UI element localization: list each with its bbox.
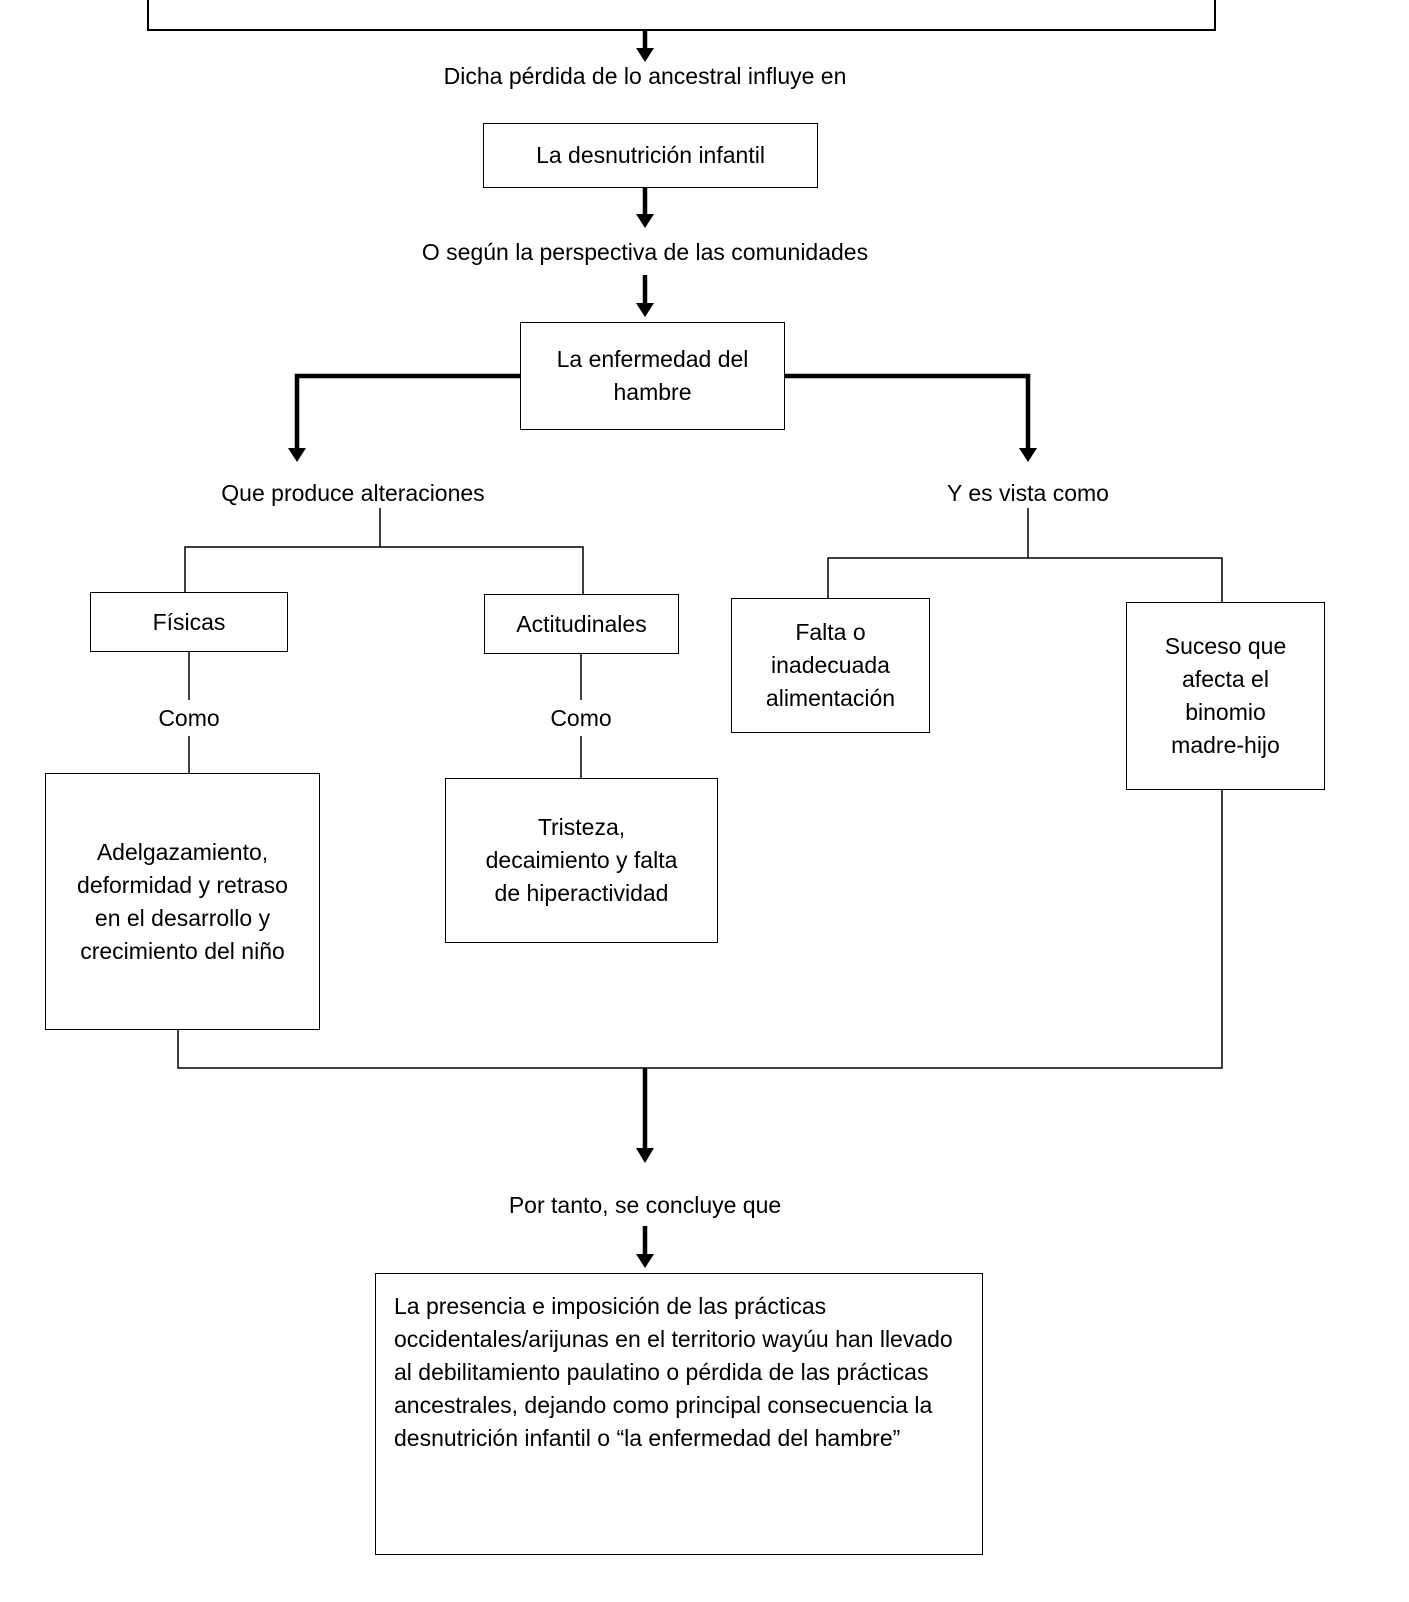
box-enfermedad-hambre: La enfermedad del hambre (520, 322, 785, 430)
arrow-portanto-to-conclusion (636, 1226, 654, 1268)
box-conclusion: La presencia e imposición de las prácticas occidentales/arijunas en el territorio wayúu han llevado al debilitamiento paulatino o pérdida de las prácticas ancestrales, dejando como principal consecuencia la desnutrición infantil o “la enfermedad del hambre” (375, 1273, 983, 1555)
box-desnutricion-infantil: La desnutrición infantil (483, 123, 818, 188)
arrow-enfermedad-to-vista (785, 376, 1037, 462)
box-fisicas: Físicas (90, 592, 288, 652)
arrow-enfermedad-to-alteraciones (288, 376, 520, 462)
label-y-es-vista-como: Y es vista como (947, 480, 1109, 506)
tree-alteraciones (185, 508, 583, 594)
label-como-fisicas: Como (144, 700, 234, 736)
label-por-tanto: Por tanto, se concluye que (508, 1192, 782, 1218)
box-actitudinales-detalle: Tristeza, decaimiento y falta de hiperactividad (445, 778, 718, 943)
box-fisicas-detalle: Adelgazamiento, deformidad y retraso en el desarrollo y crecimiento del niño (45, 773, 320, 1030)
box-actitudinales: Actitudinales (484, 594, 679, 654)
arrow-to-portanto (636, 1068, 654, 1163)
arrow-desnutricion-to-perspectiva (636, 188, 654, 228)
box-falta-alimentacion: Falta o inadecuada alimentación (731, 598, 930, 733)
tree-vista (828, 508, 1222, 602)
label-influye: Dicha pérdida de lo ancestral influye en (443, 63, 847, 89)
arrow-perspectiva-to-enfermedad (636, 275, 654, 317)
top-partial-box-outline (148, 0, 1215, 30)
label-como-actitudinales: Como (536, 700, 626, 736)
arrow-top-to-influye (636, 30, 654, 62)
label-que-produce-alteraciones: Que produce alteraciones (221, 480, 485, 506)
label-perspectiva: O según la perspectiva de las comunidades (421, 239, 869, 265)
box-suceso-binomio: Suceso que afecta el binomio madre-hijo (1126, 602, 1325, 790)
